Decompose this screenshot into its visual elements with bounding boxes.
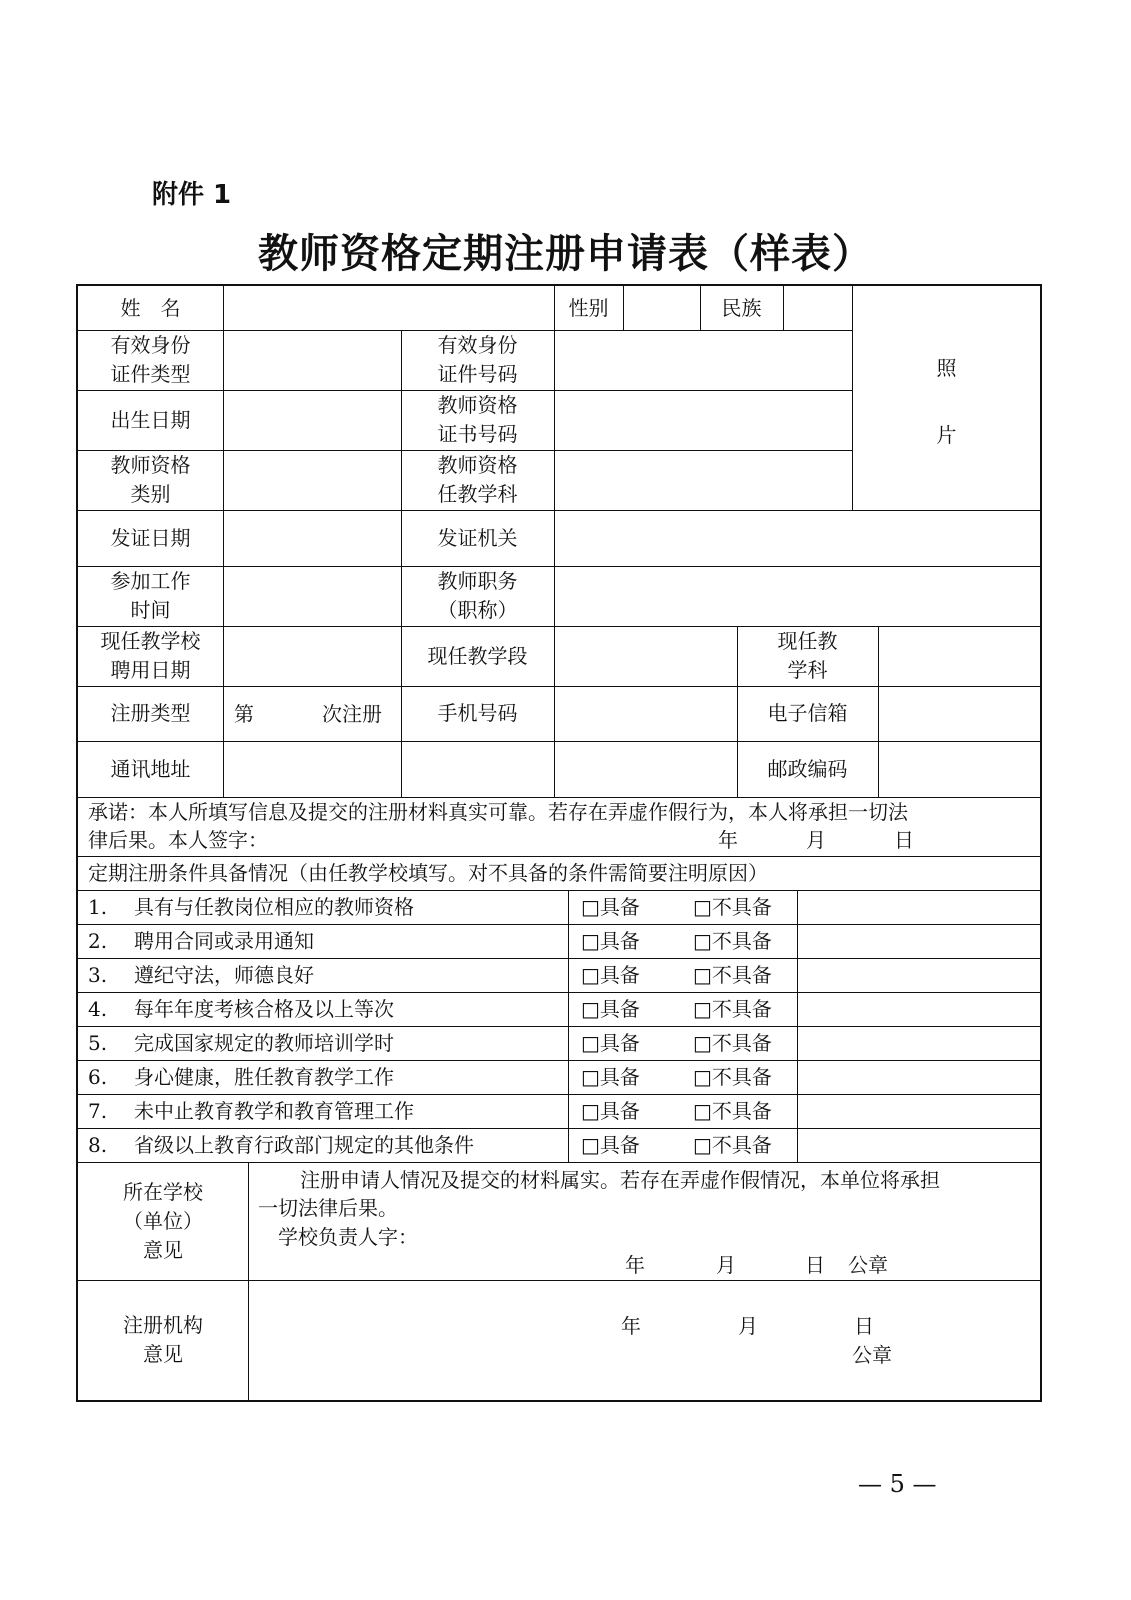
condition-no-checkbox[interactable]: □不具备 bbox=[693, 895, 772, 919]
cert-number-label-1: 教师资格 bbox=[437, 393, 518, 417]
employ-date-label-2: 聘用日期 bbox=[110, 658, 191, 682]
condition-no-checkbox[interactable]: □不具备 bbox=[693, 963, 772, 987]
address-field[interactable] bbox=[224, 742, 737, 797]
id-number-label-1: 有效身份 bbox=[437, 333, 518, 357]
issue-date-field[interactable] bbox=[224, 511, 401, 566]
school-opinion-text-1: 注册申请人情况及提交的材料属实。若存在弄虚作假情况，本单位将承担 bbox=[300, 1168, 940, 1192]
condition-no-checkbox[interactable]: □不具备 bbox=[693, 1065, 772, 1089]
condition-no-checkbox[interactable]: □不具备 bbox=[693, 1031, 772, 1055]
condition-text: 完成国家规定的教师培训学时 bbox=[134, 1031, 394, 1055]
work-start-label-2: 时间 bbox=[130, 598, 171, 622]
id-number-label-2: 证件号码 bbox=[437, 362, 518, 386]
mobile-field[interactable] bbox=[555, 687, 737, 741]
birth-date-field[interactable] bbox=[224, 391, 401, 450]
condition-reason-field[interactable] bbox=[798, 1027, 1040, 1060]
teaching-stage-field[interactable] bbox=[555, 627, 737, 686]
reg-type-label: 注册类型 bbox=[110, 701, 191, 725]
cert-subject-label-2: 任教学科 bbox=[437, 482, 518, 506]
school-signature-field[interactable] bbox=[423, 1223, 683, 1251]
photo-label-1: 照 bbox=[936, 356, 957, 380]
address-label: 通讯地址 bbox=[110, 756, 191, 781]
form-title: 教师资格定期注册申请表（样表） bbox=[258, 231, 873, 277]
id-type-label-1: 有效身份 bbox=[110, 333, 191, 357]
position-field[interactable] bbox=[555, 567, 1040, 626]
registry-seal: 公章 bbox=[852, 1343, 892, 1367]
email-field[interactable] bbox=[879, 687, 1040, 741]
condition-yes-checkbox[interactable]: □具备 bbox=[581, 1099, 640, 1123]
condition-reason-field[interactable] bbox=[798, 925, 1040, 958]
condition-yes-checkbox[interactable]: □具备 bbox=[581, 1065, 640, 1089]
pledge-day: 日 bbox=[894, 828, 914, 852]
condition-number: 8. bbox=[88, 1133, 108, 1157]
condition-text: 具有与任教岗位相应的教师资格 bbox=[134, 895, 414, 919]
position-label-1: 教师职务 bbox=[437, 569, 518, 593]
id-type-label-2: 证件类型 bbox=[110, 362, 191, 386]
photo-label-2: 片 bbox=[936, 423, 957, 447]
birth-date-label: 出生日期 bbox=[110, 407, 191, 432]
pledge-year: 年 bbox=[718, 828, 738, 852]
condition-reason-field[interactable] bbox=[798, 993, 1040, 1026]
condition-reason-field[interactable] bbox=[798, 1061, 1040, 1094]
registry-opinion-year: 年 bbox=[621, 1314, 641, 1338]
issuing-authority-label: 发证机关 bbox=[437, 525, 518, 550]
current-subject-label-1: 现任教 bbox=[777, 629, 838, 653]
work-start-label-1: 参加工作 bbox=[110, 569, 191, 593]
registry-opinion-label bbox=[78, 1280, 248, 1400]
school-opinion-label-3: 意见 bbox=[143, 1237, 183, 1262]
condition-yes-checkbox[interactable]: □具备 bbox=[581, 1133, 640, 1157]
registry-opinion-month: 月 bbox=[738, 1314, 758, 1338]
condition-text: 聘用合同或录用通知 bbox=[134, 929, 314, 953]
condition-text: 省级以上教育行政部门规定的其他条件 bbox=[134, 1133, 474, 1157]
page-number: — 5 — bbox=[858, 1470, 937, 1498]
school-opinion-label-2: （单位） bbox=[123, 1208, 203, 1233]
gender-field[interactable] bbox=[624, 287, 699, 330]
id-type-label bbox=[78, 330, 223, 390]
pledge-month: 月 bbox=[806, 828, 826, 852]
email-label: 电子信箱 bbox=[767, 701, 848, 725]
name-label: 姓 名 bbox=[120, 295, 181, 320]
issue-date-label: 发证日期 bbox=[110, 525, 191, 550]
employ-date-label bbox=[78, 626, 223, 686]
reg-type-prefix: 第 bbox=[234, 701, 254, 726]
name-field[interactable] bbox=[224, 287, 553, 330]
condition-number: 6. bbox=[88, 1065, 108, 1089]
condition-reason-field[interactable] bbox=[798, 891, 1040, 924]
school-opinion-label bbox=[78, 1162, 248, 1280]
reg-type-field[interactable] bbox=[224, 687, 401, 741]
registry-opinion-label-1: 注册机构 bbox=[123, 1313, 203, 1337]
pledge-text-2: 律后果。本人签字： bbox=[88, 828, 268, 852]
cert-subject-label-1: 教师资格 bbox=[437, 453, 518, 477]
condition-reason-field[interactable] bbox=[798, 1129, 1040, 1162]
gender-label: 性别 bbox=[568, 295, 609, 320]
id-number-field[interactable] bbox=[555, 331, 852, 390]
applicant-signature-field[interactable] bbox=[278, 826, 538, 854]
cert-number-field[interactable] bbox=[555, 391, 852, 450]
condition-yes-checkbox[interactable]: □具备 bbox=[581, 1031, 640, 1055]
school-opinion-month: 月 bbox=[716, 1253, 736, 1277]
school-signature-label: 学校负责人字： bbox=[278, 1225, 418, 1249]
cert-category-label bbox=[78, 450, 223, 510]
grid-line bbox=[78, 856, 1040, 857]
condition-reason-field[interactable] bbox=[798, 959, 1040, 992]
current-subject-label bbox=[737, 626, 878, 686]
registry-opinion-label-2: 意见 bbox=[143, 1342, 183, 1366]
postal-code-label: 邮政编码 bbox=[767, 756, 848, 781]
mobile-label: 手机号码 bbox=[437, 701, 518, 725]
condition-text: 每年年度考核合格及以上等次 bbox=[134, 997, 394, 1021]
conditions-heading: 定期注册条件具备情况（由任教学校填写。对不具备的条件需简要注明原因） bbox=[88, 861, 768, 885]
school-seal: 公章 bbox=[848, 1253, 888, 1277]
id-number-label bbox=[401, 330, 554, 390]
employ-date-label-1: 现任教学校 bbox=[100, 629, 201, 653]
condition-reason-field[interactable] bbox=[798, 1095, 1040, 1128]
school-opinion-day: 日 bbox=[805, 1253, 825, 1277]
registry-opinion-field[interactable] bbox=[249, 1281, 1040, 1400]
condition-number: 7. bbox=[88, 1099, 108, 1123]
cert-subject-field[interactable] bbox=[555, 451, 852, 510]
condition-number: 1. bbox=[88, 895, 108, 919]
postal-code-field[interactable] bbox=[879, 742, 1040, 797]
registration-form-table bbox=[76, 284, 1042, 1402]
condition-no-checkbox[interactable]: □不具备 bbox=[693, 1099, 772, 1123]
condition-yes-checkbox[interactable]: □具备 bbox=[581, 895, 640, 919]
condition-yes-checkbox[interactable]: □具备 bbox=[581, 929, 640, 953]
employ-date-field[interactable] bbox=[224, 627, 401, 686]
photo-box[interactable] bbox=[853, 286, 1040, 510]
position-label-2: （职称） bbox=[437, 598, 518, 622]
condition-number: 4. bbox=[88, 997, 108, 1021]
condition-number: 5. bbox=[88, 1031, 108, 1055]
work-start-field[interactable] bbox=[224, 567, 401, 626]
pledge-text-1: 承诺：本人所填写信息及提交的注册材料真实可靠。若存在弄虚作假行为，本人将承担一切法 bbox=[88, 800, 908, 824]
cert-number-label bbox=[401, 390, 554, 450]
condition-no-checkbox[interactable]: □不具备 bbox=[693, 1133, 772, 1157]
cert-category-field[interactable] bbox=[224, 451, 401, 510]
position-label bbox=[401, 566, 554, 626]
id-type-field[interactable] bbox=[224, 331, 401, 390]
cert-number-label-2: 证书号码 bbox=[437, 422, 518, 446]
cert-category-label-1: 教师资格 bbox=[110, 453, 191, 477]
current-subject-label-2: 学科 bbox=[787, 658, 828, 682]
cert-category-label-2: 类别 bbox=[130, 482, 171, 506]
registry-opinion-day: 日 bbox=[854, 1314, 874, 1338]
condition-text: 身心健康，胜任教育教学工作 bbox=[134, 1065, 394, 1089]
condition-yes-checkbox[interactable]: □具备 bbox=[581, 963, 640, 987]
school-opinion-text-2: 一切法律后果。 bbox=[258, 1196, 398, 1220]
reg-type-suffix: 次注册 bbox=[322, 701, 382, 726]
ethnicity-label: 民族 bbox=[721, 295, 762, 320]
condition-no-checkbox[interactable]: □不具备 bbox=[693, 997, 772, 1021]
condition-text: 未中止教育教学和教育管理工作 bbox=[134, 1099, 414, 1123]
work-start-label bbox=[78, 566, 223, 626]
condition-yes-checkbox[interactable]: □具备 bbox=[581, 997, 640, 1021]
ethnicity-field[interactable] bbox=[784, 287, 852, 330]
condition-text: 遵纪守法，师德良好 bbox=[134, 963, 314, 987]
issuing-authority-field[interactable] bbox=[555, 511, 1040, 566]
condition-number: 2. bbox=[88, 929, 108, 953]
cert-subject-label bbox=[401, 450, 554, 510]
attachment-label: 附件 1 bbox=[152, 180, 232, 210]
current-subject-field[interactable] bbox=[879, 627, 1040, 686]
teaching-stage-label: 现任教学段 bbox=[427, 643, 528, 668]
school-opinion-year: 年 bbox=[625, 1253, 645, 1277]
grid-line bbox=[568, 890, 569, 1162]
condition-no-checkbox[interactable]: □不具备 bbox=[693, 929, 772, 953]
school-opinion-label-1: 所在学校 bbox=[123, 1179, 203, 1204]
condition-number: 3. bbox=[88, 963, 108, 987]
